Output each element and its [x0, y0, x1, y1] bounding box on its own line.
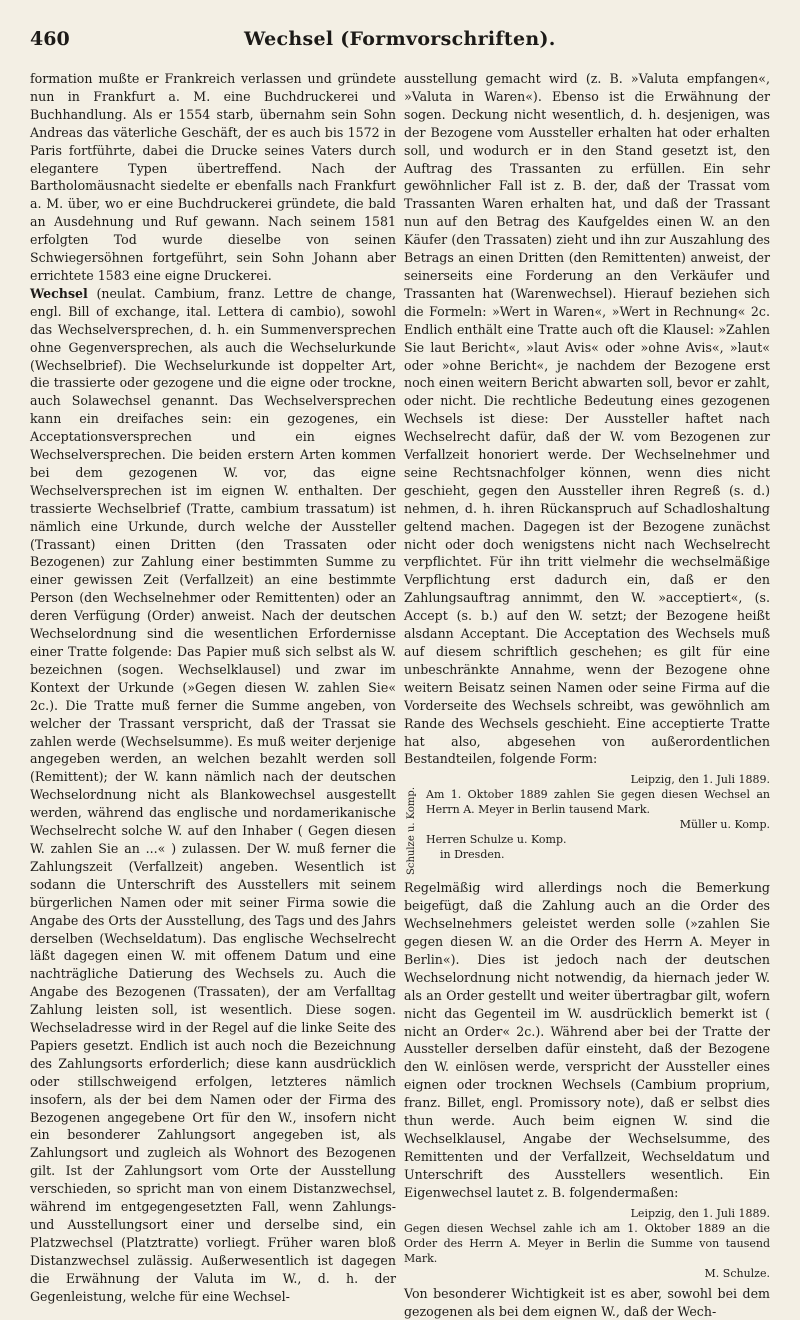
left-column: [30, 70, 396, 1306]
paragraph: formation mußte er Frankreich verlassen und gründete nun in Frankfurt a. M. eine Buchdruckerei und Buchhandlung. Als er 1554 starb, übernahm sein Sohn Andreas das väterliche Geschäft, der es auch bis 1572 in Paris fortführte, dabei die Drucke seines Vaters durch elegantere Typen übertreffend. Nach der Bartholomäusnacht siedelte er ebenfalls nach Frankfurt a. M. über, wo er eine Buchdruckerei gründete, die bald an Ausdehnung und Ruf gewann. Nach seinem 1581 erfolgten Tod wurde dieselbe von seinen Schwiegersöhnen fortgeführt, sein Sohn Johann aber errichtete 1583 eine eigne Druckerei.: [30, 71, 396, 283]
acceptance-signature: Schulze u. Komp.: [406, 787, 417, 876]
example-signature: Müller u. Komp.: [679, 818, 770, 832]
entry-text: (neulat. Cambium, franz. Lettre de change, engl. Bill of exchange, ital. Lettera di cambio), sowohl das Wechselversprechen, d. h. ein Summenversprechen ohne Gegenversprechen, als auch die Wechselurkunde (Wechselbrief). Die Wechselurkunde ist doppelter Art, die trassierte oder gezogene und die eigne oder trockne, auch Solawechsel genannt. Das Wechselversprechen kann ein dreifaches sein: ein gezogenes, ein Acceptationsversprechen und ein eignes Wechselversprechen. Die beiden erstern Arten kommen bei dem gezogenen W. vor, das eigne Wechselversprechen ist im eignen W. enthalten. Der trassierte Wechselbrief (Tratte, cambium trassatum) ist nämlich eine Urkunde, durch welche der Aussteller (Trassant) einen Dritten (den Trassaten oder Bezogenen) zur Zahlung einer bestimmten Summe zu einer gewissen Zeit (Verfallzeit) an eine bestimmte Person (den Wechselnehmer oder Remittenten) oder an deren Verfügung (Order) anweist. Nach der deutschen Wechselordnung sind die wesentlichen Erfordernisse einer Tratte folgende: Das Papier muß sich selbst als W. bezeichnen (sogen. Wechselklausel) und zwar im Kontext der Urkunde (»Gegen diesen W. zahlen Sie« 2c.). Die Tratte muß ferner die Summe angeben, von welcher der Trassant verspricht, daß der Trassat sie zahlen werde (Wechselsumme). Es muß weiter derjenige angegeben werden, an welchen bezahlt werden soll (Remittent); der W. kann nämlich nach der deutschen Wechselordnung nicht als Blankowechsel ausgestellt werden, während das englische und nordamerikanische Wechselrecht solche W. auf den Inhaber ( Gegen diesen W. zahlen Sie an ...« ) zulassen. Der W. muß ferner die Zahlungszeit (Verfallzeit) angeben. Wesentlich ist sodann die Unterschrift des Ausstellers mit seinem bürgerlichen Namen oder mit seiner Firma sowie die Angabe des Orts der Ausstellung, des Tags und des Jahrs derselben (Wechseldatum). Das englische Wechselrecht läßt dagegen einen W. mit offenem Datum und eine nachträgliche Datierung des Wechsels zu. Auch die Angabe des Bezogenen (Trassaten), der am Verfalltag Zahlung leisten soll, ist wesentlich. Diese sogen. Wechseladresse wird in der Regel auf die linke Seite des Papiers gesetzt. Endlich ist auch noch die Bezeichnung des Zahlungsorts erforderlich; diese kann ausdrücklich oder stillschweigend erfolgen, letzteres nämlich insofern, als der bei dem Namen oder der Firma des Bezogenen angegebene Ort für den W., insofern nicht ein besonderer Zahlungsort angegeben ist, als Zahlungsort und zugleich als Wohnort des Bezogenen gilt. Ist der Zahlungsort vom Orte der Ausstellung verschieden, so spricht man von einem Distanzwechsel, während im entgegengesetzten Fall, wenn Zahlungs- und Ausstellungsort einer und derselbe sind, ein Platzwechsel (Platztratte) vorliegt. Früher waren bloß Distanzwechsel zulässig. Außerwesentlich ist dagegen die Erwähnung der Valuta im W., d. h. der Gegenleistung, welche für eine Wechsel-: [30, 285, 396, 1304]
example-body: Am 1. Oktober 1889 zahlen Sie gegen diesen Wechsel an Herrn A. Meyer in Berlin tausend Mark.: [426, 788, 770, 817]
bill-of-exchange-example: [404, 772, 770, 875]
example-address: Herren Schulze u. Komp.: [426, 833, 567, 847]
example-place-date: Leipzig, den 1. Juli 1889.: [630, 1206, 770, 1220]
running-title: Wechsel (Formvorschriften).: [243, 28, 556, 50]
entry-paragraph: [30, 285, 396, 1306]
example-place-date: Leipzig, den 1. Juli 1889.: [630, 773, 770, 787]
page-header: [30, 28, 770, 62]
paragraph: Regelmäßig wird allerdings noch die Bemerkung beigefügt, daß die Zahlung auch an die Order des Wechselnehmers geleistet werden solle (»zahlen Sie gegen diesen W. an die Order des Herrn A. Meyer in Berlin«). Dies ist jedoch nach der deutschen Wechselordnung nicht notwendig, da hiernach jeder W. als an Order gestellt und weiter übertragbar gilt, wofern nicht das Gegenteil im W. ausdrücklich bemerkt ist ( nicht an Order« 2c.). Während aber bei der Tratte der Aussteller derselben dafür einsteht, daß der Bezogene den W. einlösen werde, verspricht der Aussteller eines eignen oder trocknen Wechsels (Cambium proprium, franz. Billet, engl. Promissory note), daß er selbst dies thun werde. Auch beim eignen W. sind die Wechselklausel, Angabe der Wechselsumme, des Remittenten und der Verfallzeit, Wechseldatum und Unterschrift des Ausstellers wesentlich. Ein Eigenwechsel lautet z. B. folgendermaßen:: [404, 880, 770, 1200]
paragraph: ausstellung gemacht wird (z. B. »Valuta empfangen«, »Valuta in Waren«). Ebenso ist die Erwähnung der sogen. Deckung nicht wesentlich, d. h. desjenigen, was der Bezogene vom Aussteller erhalten hat oder erhalten soll, und wodurch er in den Stand gesetzt ist, den Auftrag des Trassanten zu erfüllen. Ein sehr gewöhnlicher Fall ist z. B. der, daß der Trassat vom Trassanten Waren erhalten hat, und daß der Trassant nun auf den Betrag des Kaufgeldes einen W. an den Käufer (den Trassaten) zieht und ihn zur Auszahlung des Betrags an einen Dritten (den Remittenten) anweist, der seinerseits eine Forderung an den Verkäufer und Trassanten hat (Warenwechsel). Hierauf beziehen sich die Formeln: »Wert in Waren«, »Wert in Rechnung« 2c. Endlich enthält eine Tratte auch oft die Klausel: »Zahlen Sie laut Bericht«, »laut Avis« oder »ohne Avis«, »laut« oder »ohne Bericht«, je nachdem der Bezogene erst noch einen weitern Bericht abwarten soll, bevor er zahlt, oder nicht. Die rechtliche Bedeutung eines gezogenen Wechsels ist diese: Der Aussteller haftet nach Wechselrecht dafür, daß der W. vom Bezogenen zur Verfallzeit honoriert werde. Der Wechselnehmer und seine Rechtsnachfolger können, wenn dies nicht geschieht, gegen den Aussteller ihren Regreß (s. d.) nehmen, d. h. ihren Rückanspruch auf Schadloshaltung geltend machen. Dagegen ist der Bezogene zunächst nicht oder doch wenigstens nicht nach Wechselrecht verpflichtet. Für ihn tritt vielmehr die wechselmäßige Verpflichtung erst dadurch ein, daß er den Zahlungsauftrag annimmt, den W. »acceptiert«, (s. Accept (s. b.) auf den W. setzt; der Bezogene heißt alsdann Acceptant. Die Acceptation des Wechsels muß auf diesem schriftlich geschehen; es gilt für eine unbeschränkte Annahme, wenn der Bezogene ohne weitern Beisatz seinen Namen oder seine Firma auf die Vorderseite des Wechsels schreibt, was gewöhnlich am Rande des Wechsels geschieht. Eine acceptierte Tratte hat also, abgesehen von außerordentlichen Bestandteilen, folgende Form:: [404, 71, 770, 767]
headword: Wechsel: [30, 285, 88, 301]
example-address-city: in Dresden.: [440, 848, 505, 862]
promissory-note-example: [404, 1206, 770, 1281]
paragraph: Von besonderer Wichtigkeit ist es aber, sowohl bei dem gezogenen als bei dem eignen W., daß der Wech-: [404, 1285, 770, 1319]
example-signature: M. Schulze.: [704, 1266, 770, 1280]
example-body: Gegen diesen Wechsel zahle ich am 1. Oktober 1889 an die Order des Herrn A. Meyer in Berlin die Summe von tausend Mark.: [404, 1221, 770, 1265]
right-column: [404, 70, 770, 1320]
page-number: 460: [30, 28, 70, 50]
